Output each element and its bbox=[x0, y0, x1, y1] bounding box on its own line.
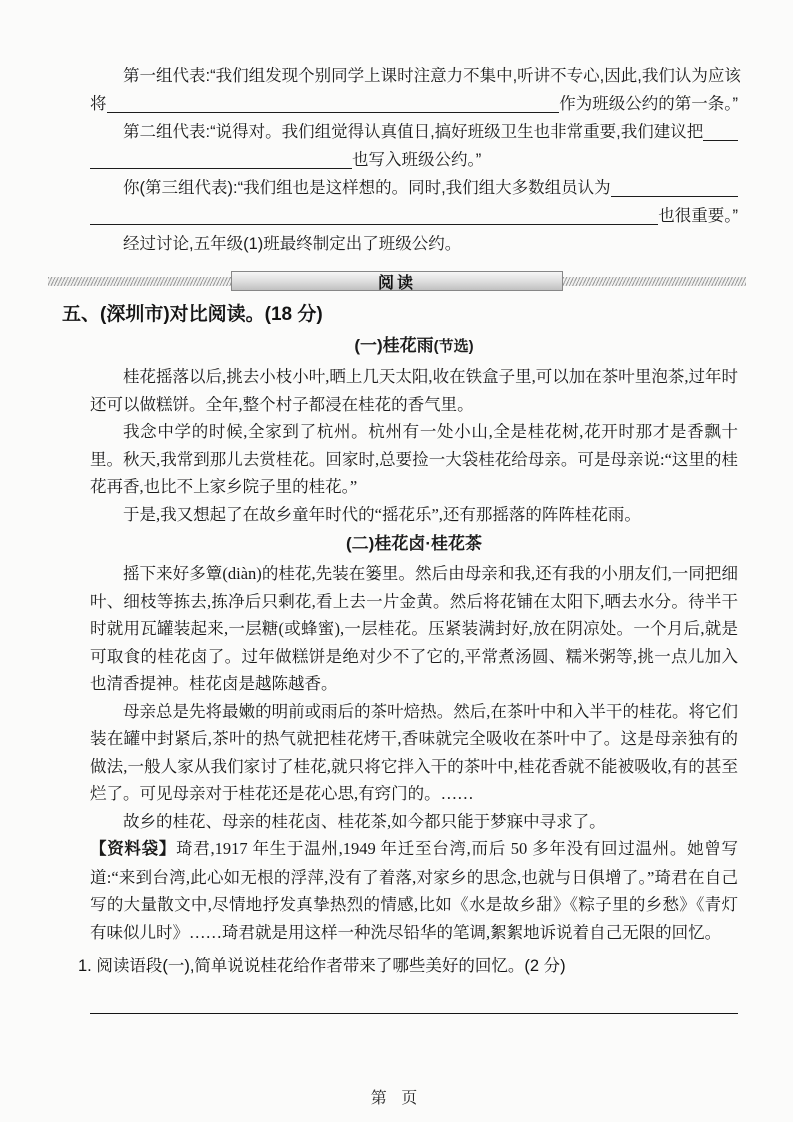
dialogue-line bbox=[90, 174, 738, 202]
page-number-footer: 第 页 bbox=[370, 1090, 423, 1107]
section-banner bbox=[48, 271, 746, 291]
passage2-paragraph: 故乡的桂花、母亲的桂花卤、桂花茶,如今都只能于梦寐中寻求了。 bbox=[123, 811, 606, 831]
fill-in-blank bbox=[703, 130, 738, 141]
dialogue-line bbox=[90, 62, 741, 90]
dialogue-line bbox=[90, 90, 738, 118]
info-box-text: 琦君,1917 年生于温州,1949 年迁至台湾,而后 50 多年没有回过温州。她曾写道:“来到台湾,此心如无根的浮萍,没有了着落,对家乡的思念,也就与日俱增了。”琦君在自己写的大量散文中,尽情地抒发真挚热烈的情感,比如《水是故乡甜》《粽子里的乡愁》《青灯有味似儿时》……琦君就是用这样一种洗尽铅华的笔调,絮絮地诉说着自己无限的回忆。 bbox=[90, 839, 739, 942]
passage2-paragraph: 摇下来好多簟(diàn)的桂花,先装在篓里。然后由母亲和我,还有我的小朋友们,一同把细叶、细枝等拣去,拣净后只剩花,看上去一片金黄。然后将花铺在太阳下,晒去水分。待半干时就用瓦罐装起来,一层糖(或蜂蜜),一层桂花。压紧装满封好,放在阴凉处。一个月后,就是可取食的桂花卤了。过年做糕饼是绝对少不了它的,平常煮汤圆、糯米粥等,挑一点儿加入也清香提神。桂花卤是越陈越香。 bbox=[90, 564, 738, 693]
dialogue-text: 也很重要。” bbox=[658, 207, 738, 225]
dialogue-text: 经过讨论,五年级(1)班最终制定出了班级公约。 bbox=[123, 235, 462, 253]
fill-in-blank bbox=[90, 214, 658, 225]
dialogue-text: 第一组代表:“我们组发现个别同学上课时注意力不集中,听讲不专心,因此,我们认为应该 bbox=[123, 67, 741, 85]
passage1-title bbox=[90, 331, 738, 362]
dialogue-text: 也写入班级公约。” bbox=[352, 151, 482, 169]
fill-in-blank bbox=[611, 186, 738, 197]
passage1-paragraph: 桂花摇落以后,挑去小枝小叶,晒上几天太阳,收在铁盒子里,可以加在茶叶里泡茶,过年时还可以做糕饼。全年,整个村子都浸在桂花的香气里。 bbox=[90, 367, 738, 414]
fill-in-blank bbox=[107, 102, 560, 113]
question-1: 1. 阅读语段(一),简单说说桂花给作者带来了哪些美好的回忆。(2 分) bbox=[78, 957, 566, 975]
passage1-paragraph: 我念中学的时候,全家到了杭州。杭州有一处小山,全是桂花树,花开时那才是香飘十里。秋天,我常到那儿去赏桂花。回家时,总要捡一大袋桂花给母亲。可是母亲说:“这里的桂花再香,也比不上家乡院子里的桂花。” bbox=[90, 422, 738, 496]
dialogue-text: 将 bbox=[90, 95, 107, 113]
banner-label: 阅读 bbox=[377, 274, 416, 292]
passage1-title-suffix: (节选) bbox=[433, 338, 474, 355]
dialogue-line bbox=[90, 202, 738, 230]
fill-in-blank bbox=[90, 158, 352, 169]
dialogue-text: 作为班级公约的第一条。” bbox=[559, 95, 738, 113]
hatch-stripe-right bbox=[563, 277, 746, 286]
passage1-paragraph: 于是,我又想起了在故乡童年时代的“摇花乐”,还有那摇落的阵阵桂花雨。 bbox=[123, 504, 641, 524]
reading-banner-bar bbox=[231, 271, 563, 291]
dialogue-text: 你(第三组代表):“我们组也是这样想的。同时,我们组大多数组员认为 bbox=[123, 179, 611, 197]
passage2-paragraph: 母亲总是先将最嫩的明前或雨后的茶叶焙热。然后,在茶叶中和入半干的桂花。将它们装在罐中封紧后,茶叶的热气就把桂花烤干,香味就完全吸收在茶叶中了。这是母亲独有的做法,一般人家从我们家讨了桂花,就只将它拌入干的茶叶中,桂花香就不能被吸收,有的甚至烂了。可见母亲对于桂花还是花心思,有窍门的。…… bbox=[90, 701, 738, 803]
dialogue-line bbox=[90, 146, 738, 174]
page-content bbox=[62, 62, 741, 1014]
section-heading: 五、(深圳市)对比阅读。(18 分) bbox=[62, 304, 323, 325]
dialogue-line bbox=[90, 230, 738, 258]
hatch-stripe-left bbox=[48, 277, 231, 286]
passage2-title: (二)桂花卤·桂花茶 bbox=[346, 534, 482, 553]
dialogue-text: 第二组代表:“说得对。我们组觉得认真值日,搞好班级卫生也非常重要,我们建议把 bbox=[123, 123, 704, 141]
passage1-title-text: (一)桂花雨 bbox=[354, 336, 434, 355]
info-box bbox=[90, 835, 738, 946]
dialogue-line bbox=[90, 118, 738, 146]
info-box-label: 【资料袋】 bbox=[90, 840, 177, 858]
answer-blank bbox=[90, 1013, 738, 1014]
dialogue-section bbox=[90, 62, 741, 258]
